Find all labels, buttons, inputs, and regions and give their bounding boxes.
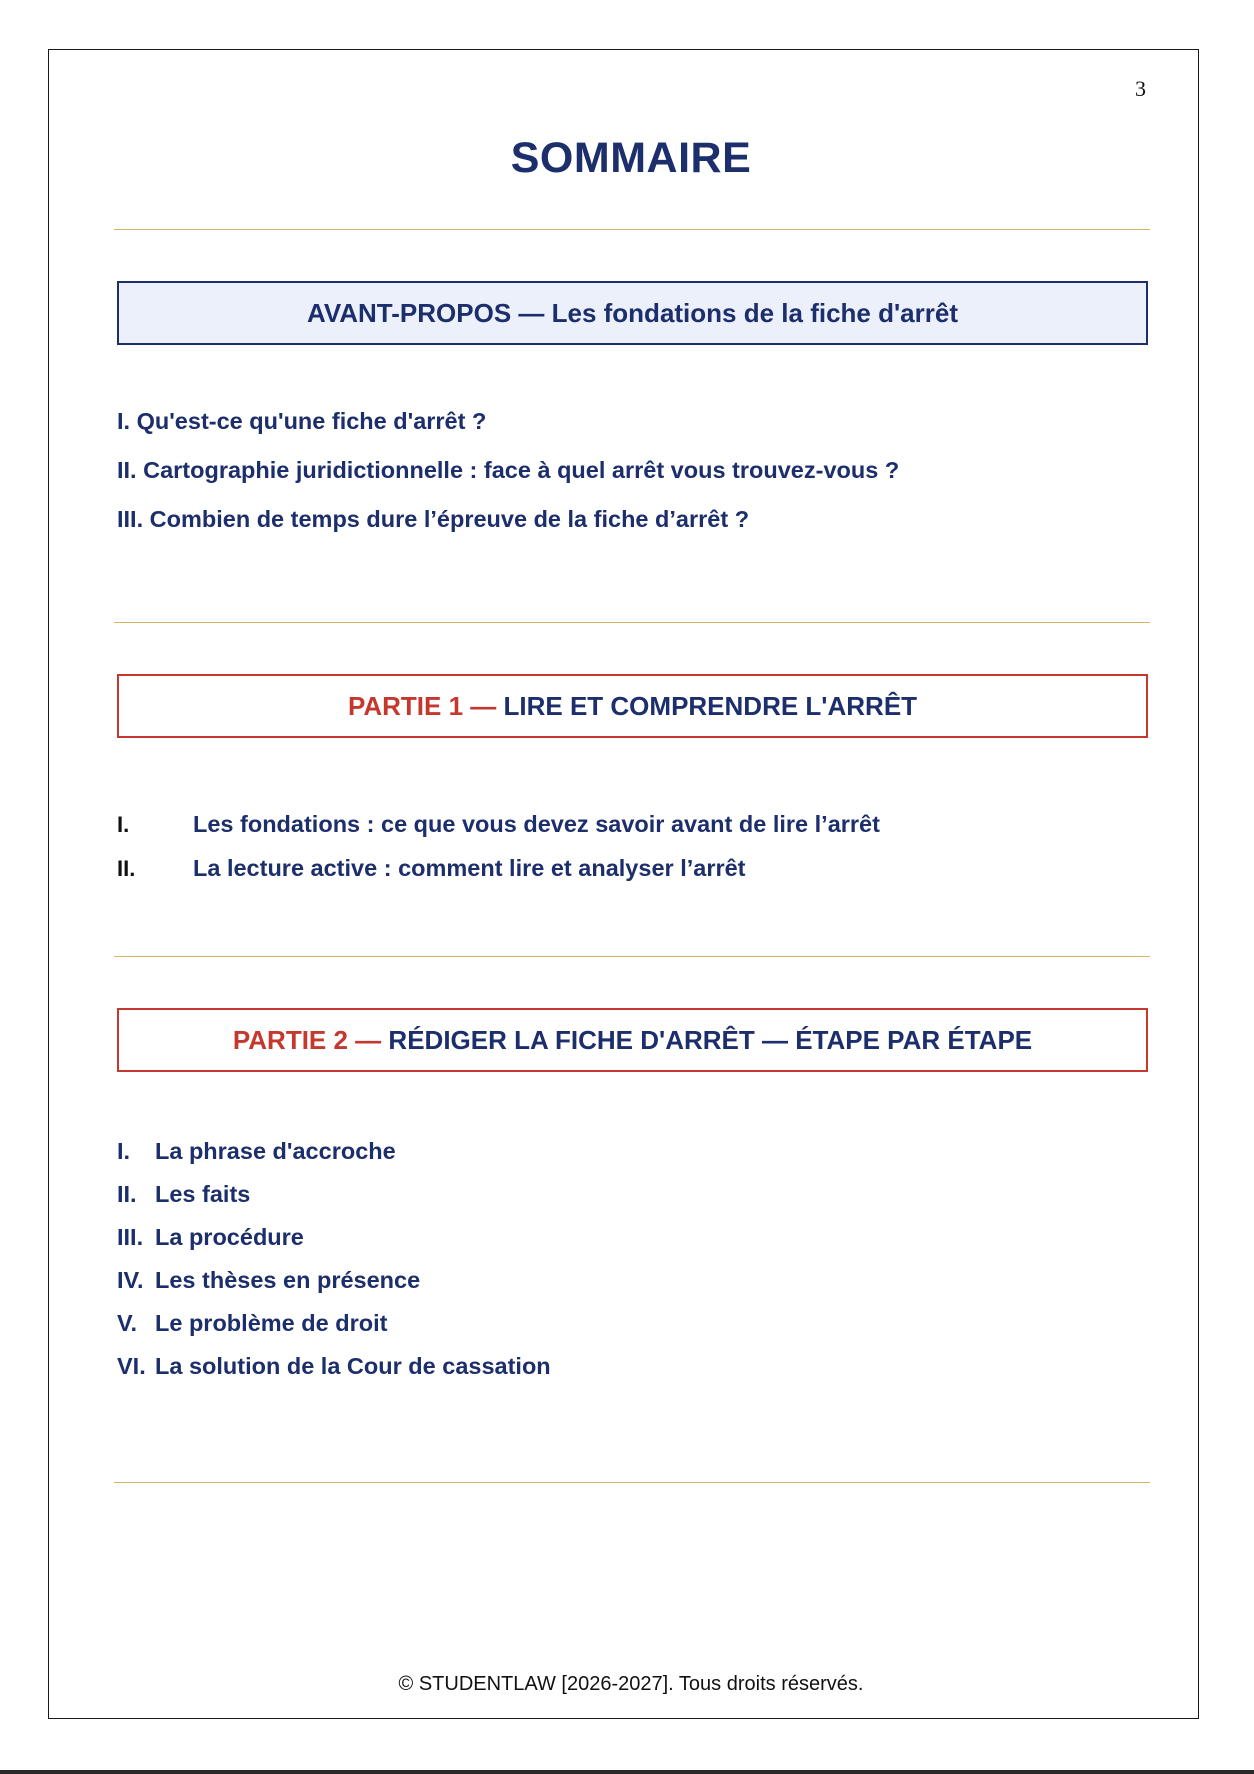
- toc-item[interactable]: [117, 1267, 420, 1294]
- toc-item[interactable]: [117, 1138, 396, 1165]
- toc-item-text: La procédure: [155, 1224, 304, 1250]
- toc-item[interactable]: [117, 855, 746, 882]
- section-heading-text: AVANT-PROPOS — Les fondations de la fiche d'arrêt: [307, 297, 958, 328]
- part-title: LIRE ET COMPRENDRE L'ARRÊT: [503, 690, 918, 721]
- toc-item[interactable]: [117, 1353, 551, 1380]
- divider: [114, 622, 1150, 623]
- toc-item-text: Les faits: [155, 1181, 251, 1207]
- toc-item-number: III.: [117, 1224, 144, 1250]
- toc-item[interactable]: [117, 1181, 250, 1208]
- toc-item-text: La phrase d'accroche: [155, 1138, 396, 1164]
- toc-item-text: La lecture active : comment lire et analyser l’arrêt: [193, 855, 746, 881]
- toc-item-number: IV.: [117, 1267, 144, 1293]
- divider: [114, 1482, 1150, 1483]
- toc-item-number: VI.: [117, 1353, 146, 1379]
- toc-item[interactable]: [117, 811, 880, 838]
- toc-item-text: La solution de la Cour de cassation: [155, 1353, 551, 1379]
- toc-item[interactable]: [117, 1310, 387, 1337]
- part-label: PARTIE 2 —: [232, 1024, 382, 1055]
- toc-item-text: Les fondations : ce que vous devez savoir avant de lire l’arrêt: [193, 811, 880, 837]
- toc-item-number: II.: [117, 1181, 137, 1207]
- toc-item-number: I.: [117, 1138, 131, 1164]
- toc-item-text: Le problème de droit: [155, 1310, 388, 1336]
- toc-item[interactable]: II. Cartographie juridictionnelle : face à quel arrêt vous trouvez-vous ?: [117, 457, 900, 483]
- divider: [114, 229, 1150, 230]
- section-heading-partie-2: [117, 1008, 1148, 1072]
- toc-item-number: I.: [117, 812, 130, 837]
- toc-item-number: II.: [117, 856, 136, 881]
- toc-item[interactable]: I. Qu'est-ce qu'une fiche d'arrêt ?: [117, 408, 487, 434]
- divider: [114, 956, 1150, 957]
- toc-item-text: Les thèses en présence: [155, 1267, 421, 1293]
- toc-item[interactable]: III. Combien de temps dure l’épreuve de la fiche d’arrêt ?: [117, 506, 750, 532]
- section-heading-avant-propos: [117, 281, 1148, 345]
- section-heading-partie-1: [117, 674, 1148, 738]
- copyright-footer: © STUDENTLAW [2026-2027]. Tous droits réservés.: [398, 1673, 864, 1695]
- page-edge: [0, 1770, 1254, 1774]
- part-label: PARTIE 1 —: [347, 690, 497, 721]
- toc-item-number: V.: [117, 1310, 138, 1336]
- page-number: 3: [1135, 76, 1146, 101]
- toc-item[interactable]: [117, 1224, 304, 1251]
- part-title: RÉDIGER LA FICHE D'ARRÊT — ÉTAPE PAR ÉTAPE: [388, 1024, 1033, 1055]
- page-title: SOMMAIRE: [510, 134, 752, 182]
